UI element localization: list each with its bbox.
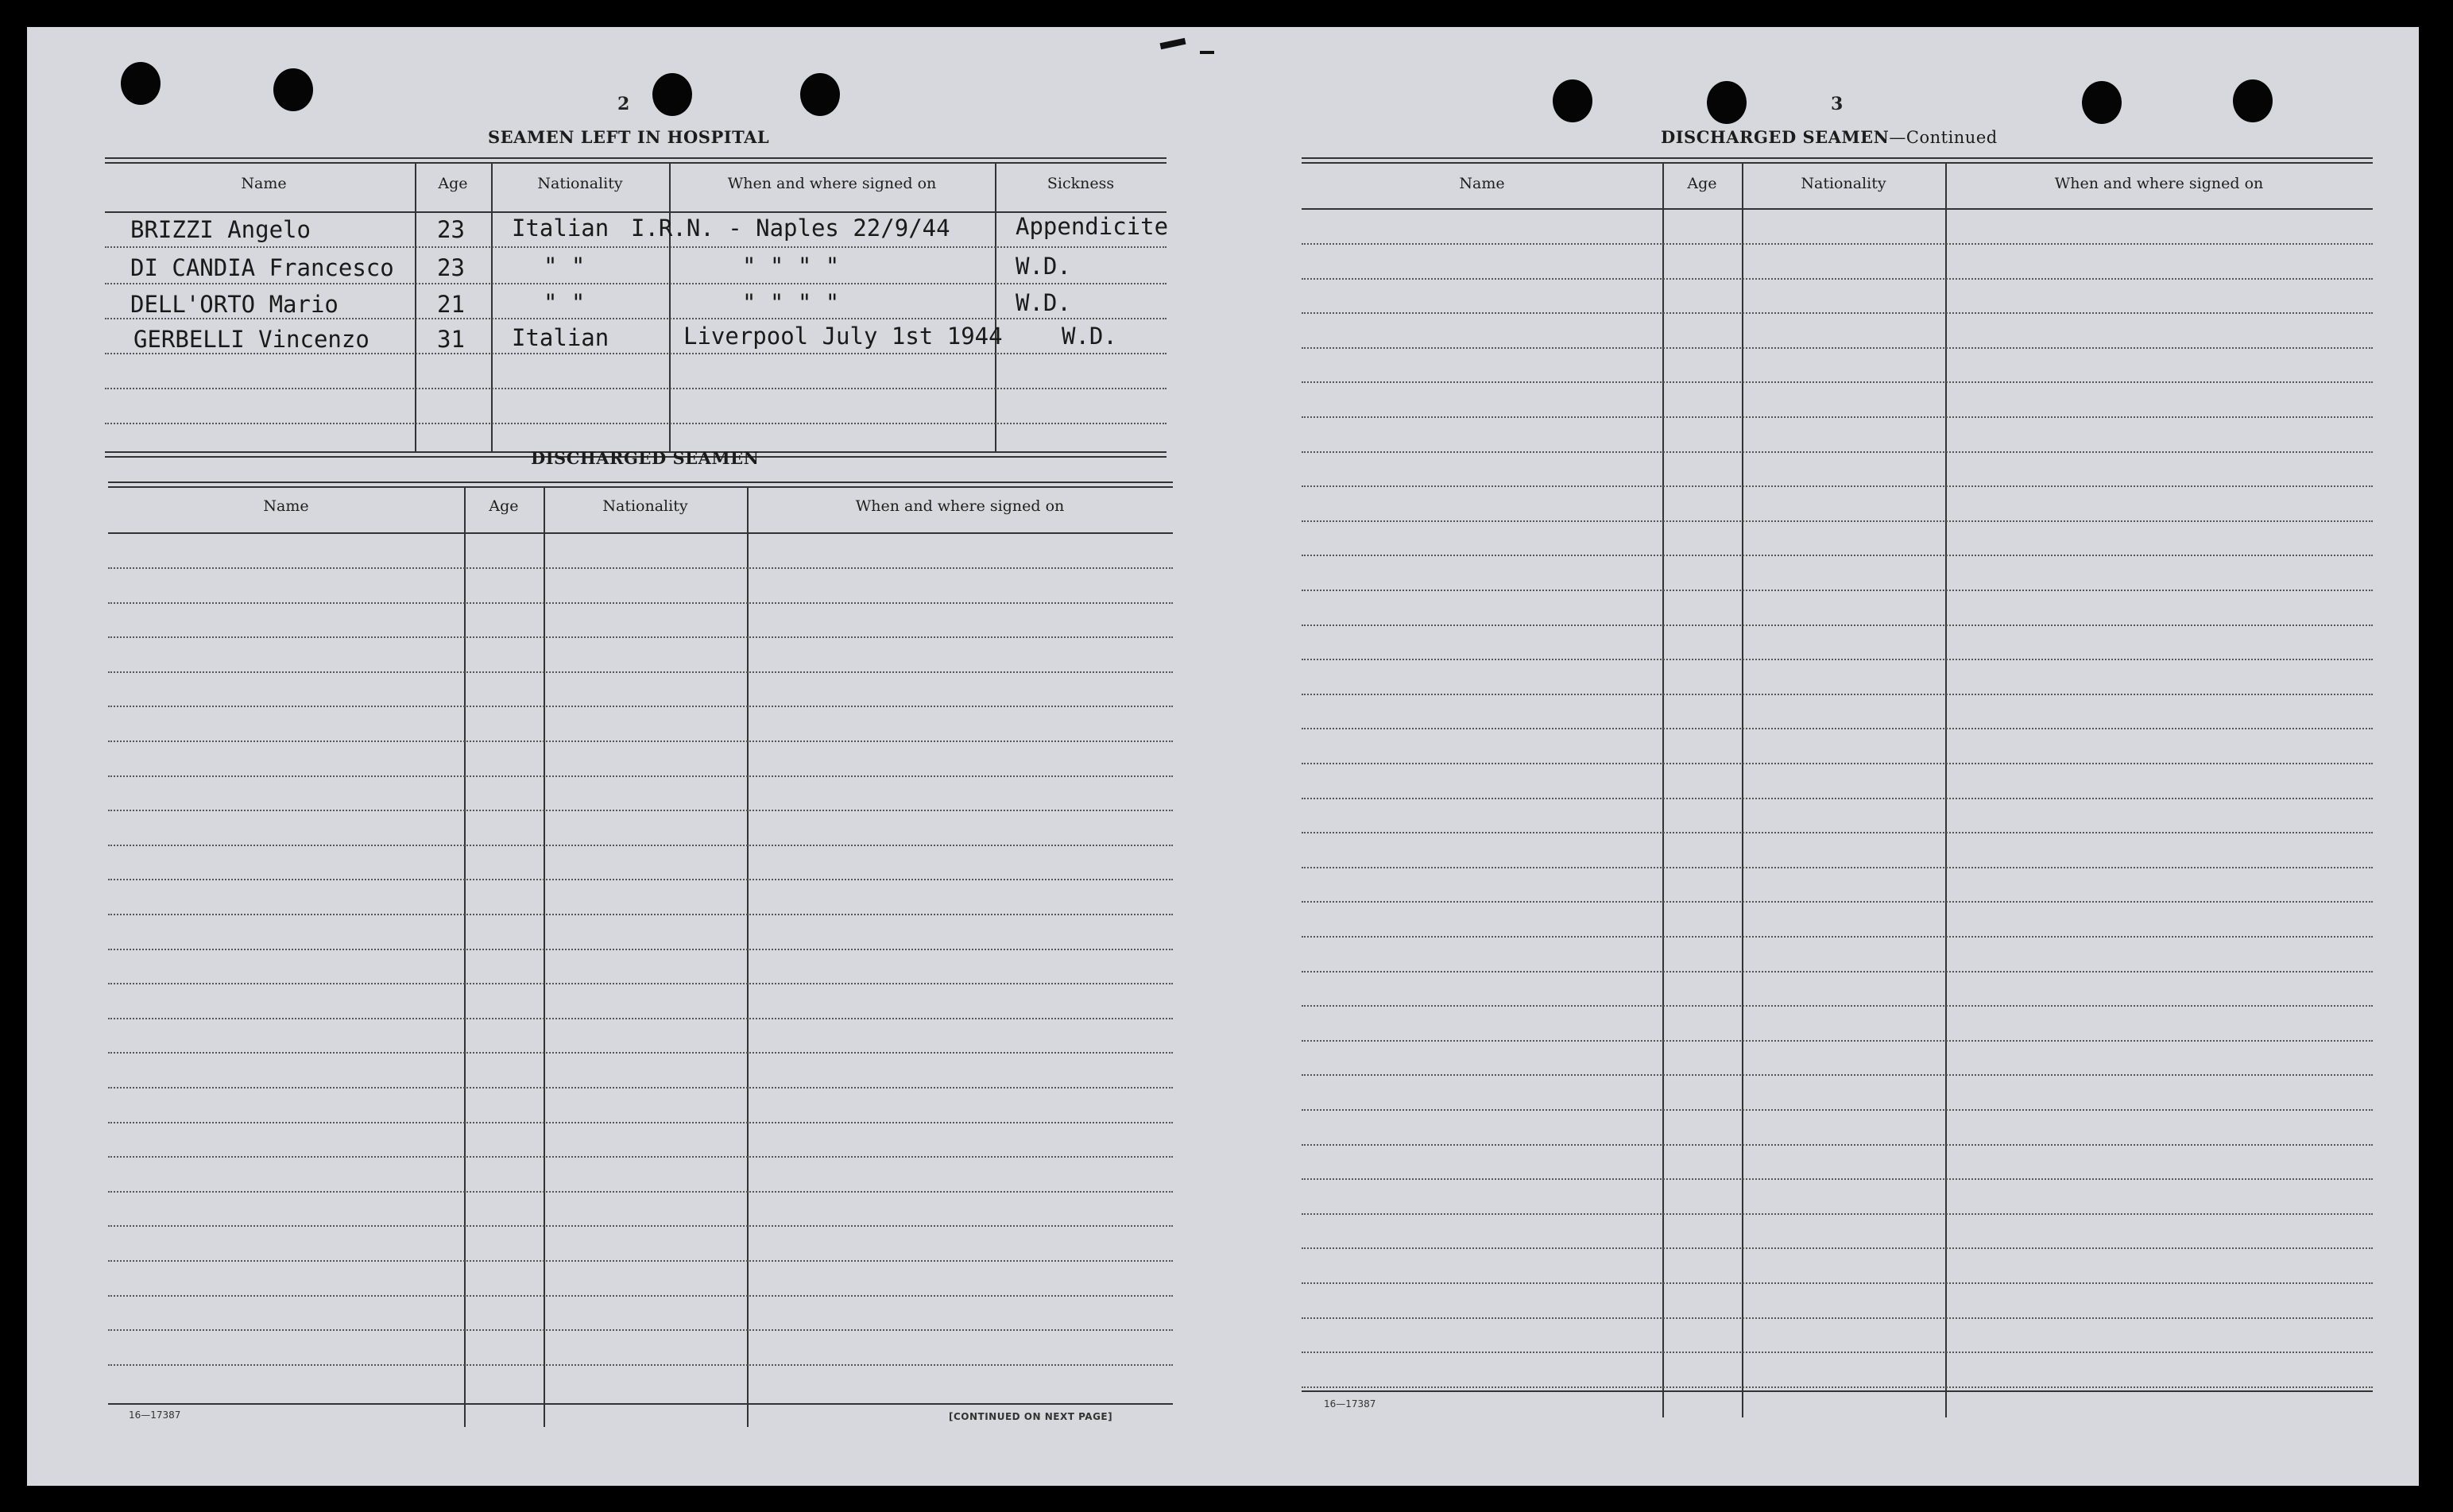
row-line bbox=[1302, 798, 2373, 799]
table-bottom-rule bbox=[1302, 1390, 2373, 1392]
row-line bbox=[1302, 1005, 2373, 1007]
hospital-row-3-age: 21 bbox=[437, 291, 465, 318]
hospital-row-1-nationality: Italian bbox=[512, 215, 609, 242]
continued-note: [CONTINUED ON NEXT PAGE] bbox=[949, 1411, 1113, 1422]
hospital-row-2-name: DI CANDIA Francesco bbox=[130, 254, 394, 281]
hospital-row-2-age: 23 bbox=[437, 254, 465, 281]
table-top-rule bbox=[108, 481, 1173, 483]
row-line bbox=[1302, 1282, 2373, 1284]
punch-hole bbox=[2233, 79, 2273, 122]
row-line bbox=[1302, 1109, 2373, 1111]
hospital-row-3-nationality: " " bbox=[544, 289, 586, 316]
col-header-sickness: Sickness bbox=[1047, 175, 1115, 192]
row-line bbox=[1302, 243, 2373, 245]
row-line bbox=[1302, 381, 2373, 383]
header-bottom-rule bbox=[1302, 208, 2373, 210]
row-line bbox=[1302, 1178, 2373, 1180]
row-line bbox=[105, 318, 1167, 319]
row-line bbox=[1302, 659, 2373, 660]
row-line bbox=[108, 810, 1173, 811]
table-top-rule bbox=[1302, 162, 2373, 164]
row-line bbox=[1302, 901, 2373, 903]
row-line bbox=[1302, 485, 2373, 487]
right-col-header-age: Age bbox=[1687, 175, 1717, 192]
punch-hole bbox=[800, 73, 840, 116]
row-line bbox=[1302, 728, 2373, 729]
hospital-row-4-age: 31 bbox=[437, 326, 465, 353]
row-line bbox=[1302, 1317, 2373, 1319]
hospital-row-4-name: GERBELLI Vincenzo bbox=[133, 326, 369, 353]
col-header-age: Age bbox=[438, 175, 468, 192]
hospital-row-4-signed-on: Liverpool July 1st 1944 bbox=[683, 323, 1003, 350]
row-line bbox=[105, 246, 1167, 248]
column-divider bbox=[464, 488, 466, 1427]
row-line bbox=[1302, 694, 2373, 695]
row-line bbox=[1302, 971, 2373, 973]
row-line bbox=[1302, 1386, 2373, 1388]
right-col-header-name: Name bbox=[1459, 175, 1505, 192]
column-divider bbox=[1945, 164, 1947, 1417]
row-line bbox=[1302, 347, 2373, 349]
col-header-nationality: Nationality bbox=[537, 175, 623, 192]
discharged-section-title: DISCHARGED SEAMEN bbox=[531, 448, 760, 468]
row-line bbox=[1302, 1074, 2373, 1076]
row-line bbox=[105, 423, 1167, 424]
row-line bbox=[108, 949, 1173, 950]
discharged-continued-title-main: DISCHARGED SEAMEN bbox=[1661, 127, 1890, 147]
form-number-right: 16—17387 bbox=[1324, 1398, 1376, 1410]
row-line bbox=[108, 741, 1173, 742]
hospital-section-title: SEAMEN LEFT IN HOSPITAL bbox=[488, 127, 770, 147]
column-divider bbox=[995, 164, 996, 451]
hospital-row-1-age: 23 bbox=[437, 216, 465, 243]
header-bottom-rule bbox=[108, 532, 1173, 534]
discharged-col-header-nationality: Nationality bbox=[602, 497, 688, 515]
discharged-col-header-name: Name bbox=[263, 497, 309, 515]
punch-hole bbox=[121, 62, 161, 105]
punch-hole bbox=[1707, 81, 1747, 124]
hospital-row-3-sickness: W.D. bbox=[1016, 289, 1071, 316]
row-line bbox=[108, 671, 1173, 673]
discharged-continued-title bbox=[1661, 127, 1998, 147]
page-number-left: 2 bbox=[617, 94, 630, 114]
row-line bbox=[1302, 625, 2373, 626]
row-line bbox=[1302, 555, 2373, 556]
ink-smudge bbox=[1160, 38, 1186, 49]
table-top-rule bbox=[105, 162, 1167, 164]
column-divider bbox=[669, 164, 671, 451]
column-divider bbox=[544, 488, 545, 1427]
column-divider bbox=[415, 164, 416, 451]
row-line bbox=[108, 602, 1173, 604]
right-col-header-nationality: Nationality bbox=[1801, 175, 1886, 192]
row-line bbox=[1302, 520, 2373, 522]
document-sheet bbox=[27, 27, 2419, 1486]
row-line bbox=[108, 1156, 1173, 1158]
discharged-col-header-age: Age bbox=[489, 497, 519, 515]
hospital-row-4-sickness: W.D. bbox=[1062, 323, 1117, 350]
hospital-row-3-name: DELL'ORTO Mario bbox=[130, 291, 339, 318]
punch-hole bbox=[652, 73, 692, 116]
row-line bbox=[1302, 1144, 2373, 1146]
row-line bbox=[108, 1295, 1173, 1297]
column-divider bbox=[747, 488, 749, 1427]
col-header-name: Name bbox=[241, 175, 287, 192]
row-line bbox=[108, 775, 1173, 777]
row-line bbox=[108, 1191, 1173, 1193]
row-line bbox=[1302, 1247, 2373, 1249]
hospital-row-2-sickness: W.D. bbox=[1016, 253, 1071, 280]
row-line bbox=[108, 1260, 1173, 1262]
table-top-rule bbox=[105, 157, 1167, 159]
row-line bbox=[108, 706, 1173, 707]
row-line bbox=[108, 567, 1173, 569]
table-bottom-rule bbox=[108, 1403, 1173, 1405]
row-line bbox=[108, 983, 1173, 984]
row-line bbox=[105, 353, 1167, 354]
row-line bbox=[108, 1329, 1173, 1331]
row-line bbox=[108, 1018, 1173, 1019]
row-line bbox=[1302, 867, 2373, 868]
row-line bbox=[1302, 312, 2373, 314]
row-line bbox=[1302, 1352, 2373, 1353]
punch-hole bbox=[273, 68, 313, 111]
table-top-rule bbox=[1302, 157, 2373, 159]
column-divider bbox=[491, 164, 493, 451]
row-line bbox=[108, 636, 1173, 638]
row-line bbox=[108, 845, 1173, 846]
hospital-row-2-nationality: " " bbox=[544, 253, 586, 280]
row-line bbox=[108, 914, 1173, 915]
hospital-row-1-sickness: Appendicite bbox=[1016, 213, 1169, 240]
hospital-row-2-signed-on: " " " " bbox=[742, 253, 840, 280]
column-divider bbox=[1662, 164, 1664, 1417]
row-line bbox=[105, 388, 1167, 389]
row-line bbox=[108, 1122, 1173, 1123]
row-line bbox=[1302, 416, 2373, 418]
ink-smudge bbox=[1200, 51, 1214, 54]
row-line bbox=[1302, 1213, 2373, 1215]
col-header-signed-on: When and where signed on bbox=[727, 175, 937, 192]
punch-hole bbox=[1553, 79, 1592, 122]
discharged-col-header-signed-on: When and where signed on bbox=[855, 497, 1065, 515]
row-line bbox=[108, 1225, 1173, 1227]
discharged-continued-title-suffix: —Continued bbox=[1889, 128, 1998, 147]
row-line bbox=[108, 1087, 1173, 1089]
row-line bbox=[1302, 451, 2373, 453]
row-line bbox=[108, 1052, 1173, 1054]
row-line bbox=[1302, 936, 2373, 938]
right-col-header-signed-on: When and where signed on bbox=[2054, 175, 2264, 192]
hospital-row-1-signed-on: I.R.N. - Naples 22/9/44 bbox=[631, 215, 950, 242]
hospital-row-1-name: BRIZZI Angelo bbox=[130, 216, 311, 243]
row-line bbox=[1302, 763, 2373, 764]
table-top-rule bbox=[108, 486, 1173, 488]
row-line bbox=[1302, 1040, 2373, 1042]
column-divider bbox=[1742, 164, 1743, 1417]
hospital-row-3-signed-on: " " " " bbox=[742, 289, 840, 316]
row-line bbox=[1302, 832, 2373, 833]
row-line bbox=[1302, 278, 2373, 280]
form-number-left: 16—17387 bbox=[129, 1410, 181, 1421]
punch-hole bbox=[2082, 81, 2122, 124]
page-number-right: 3 bbox=[1831, 94, 1844, 114]
row-line bbox=[1302, 590, 2373, 591]
row-line bbox=[108, 1364, 1173, 1366]
row-line bbox=[108, 879, 1173, 880]
header-bottom-rule bbox=[105, 211, 1167, 213]
hospital-row-4-nationality: Italian bbox=[512, 324, 609, 351]
row-line bbox=[105, 283, 1167, 284]
